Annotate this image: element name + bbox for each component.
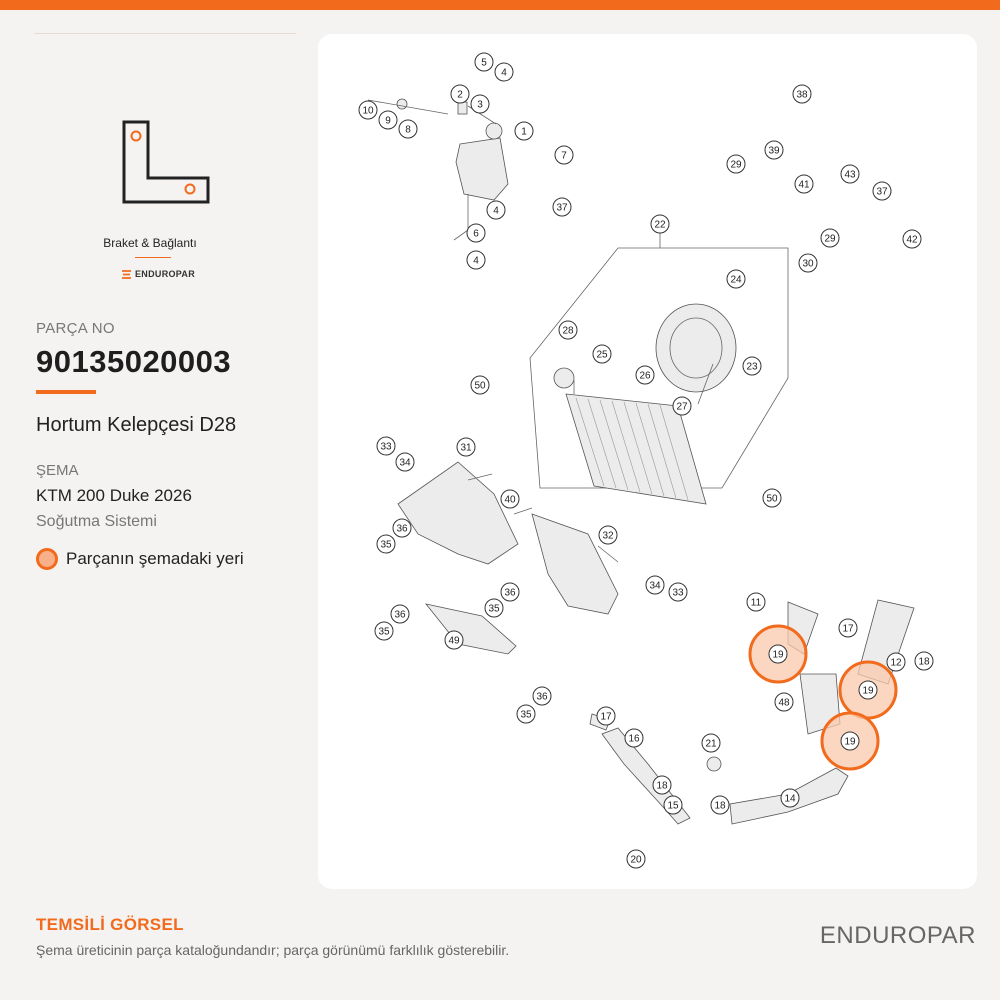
brand-mini-text: ENDUROPAR bbox=[135, 269, 196, 279]
svg-text:17: 17 bbox=[842, 623, 854, 635]
svg-text:33: 33 bbox=[380, 441, 392, 453]
svg-text:18: 18 bbox=[918, 656, 930, 668]
svg-text:4: 4 bbox=[501, 67, 507, 79]
svg-text:11: 11 bbox=[750, 597, 762, 609]
callout-21 bbox=[702, 734, 720, 752]
svg-text:12: 12 bbox=[890, 657, 902, 669]
schema-system: Soğutma Sistemi bbox=[36, 513, 157, 530]
callout-40 bbox=[501, 490, 519, 508]
svg-text:17: 17 bbox=[600, 711, 612, 723]
svg-text:1: 1 bbox=[521, 126, 527, 138]
callout-14 bbox=[781, 789, 799, 807]
svg-text:39: 39 bbox=[768, 145, 780, 157]
svg-text:19: 19 bbox=[844, 736, 856, 748]
svg-text:37: 37 bbox=[876, 186, 888, 198]
svg-text:22: 22 bbox=[654, 219, 666, 231]
highlight-callout-19[interactable] bbox=[840, 662, 896, 718]
callout-30 bbox=[799, 254, 817, 272]
callout-35 bbox=[377, 535, 395, 553]
callout-33 bbox=[377, 437, 395, 455]
svg-text:27: 27 bbox=[676, 401, 688, 413]
svg-text:40: 40 bbox=[504, 494, 516, 506]
schema-model: KTM 200 Duke 2026 bbox=[36, 486, 192, 505]
callout-43 bbox=[841, 165, 859, 183]
svg-text:35: 35 bbox=[378, 626, 390, 638]
callout-12 bbox=[887, 653, 905, 671]
callout-4 bbox=[487, 201, 505, 219]
category-underline bbox=[135, 257, 171, 258]
callout-17 bbox=[839, 619, 857, 637]
callout-35 bbox=[485, 599, 503, 617]
svg-text:35: 35 bbox=[520, 709, 532, 721]
svg-text:48: 48 bbox=[778, 697, 790, 709]
svg-text:3: 3 bbox=[477, 99, 483, 111]
callout-50 bbox=[763, 489, 781, 507]
callout-23 bbox=[743, 357, 761, 375]
callout-3 bbox=[471, 95, 489, 113]
bracket-category-icon bbox=[120, 118, 212, 206]
svg-text:18: 18 bbox=[656, 780, 668, 792]
svg-text:16: 16 bbox=[628, 733, 640, 745]
callout-29 bbox=[821, 229, 839, 247]
callout-17 bbox=[597, 707, 615, 725]
callout-36 bbox=[501, 583, 519, 601]
svg-text:19: 19 bbox=[862, 685, 874, 697]
svg-text:5: 5 bbox=[481, 57, 487, 69]
callout-39 bbox=[765, 141, 783, 159]
svg-text:36: 36 bbox=[396, 523, 408, 535]
svg-text:36: 36 bbox=[504, 587, 516, 599]
part-number: 90135020003 bbox=[36, 344, 232, 379]
callout-25 bbox=[593, 345, 611, 363]
brand-mini-logo bbox=[122, 268, 195, 280]
footer-note: Şema üreticinin parça kataloğundandır; parça görünümü farklılık gösterebilir. bbox=[36, 942, 510, 958]
callout-22 bbox=[651, 215, 669, 233]
callout-4 bbox=[495, 63, 513, 81]
callout-1 bbox=[515, 122, 533, 140]
part-number-underline bbox=[36, 390, 96, 394]
svg-text:35: 35 bbox=[380, 539, 392, 551]
legend-highlight-marker bbox=[36, 548, 58, 570]
svg-text:28: 28 bbox=[562, 325, 574, 337]
svg-text:37: 37 bbox=[556, 202, 568, 214]
svg-text:34: 34 bbox=[399, 457, 411, 469]
callout-8 bbox=[399, 120, 417, 138]
callout-18 bbox=[711, 796, 729, 814]
highlight-callout-19[interactable] bbox=[750, 626, 806, 682]
svg-text:31: 31 bbox=[460, 442, 472, 454]
callout-6 bbox=[467, 224, 485, 242]
callout-2 bbox=[451, 85, 469, 103]
callout-37 bbox=[873, 182, 891, 200]
footer-brand: ENDUROPAR bbox=[819, 922, 976, 949]
svg-text:23: 23 bbox=[746, 361, 758, 373]
svg-text:34: 34 bbox=[649, 580, 661, 592]
svg-text:35: 35 bbox=[488, 603, 500, 615]
svg-text:29: 29 bbox=[824, 233, 836, 245]
callout-42 bbox=[903, 230, 921, 248]
svg-text:30: 30 bbox=[802, 258, 814, 270]
part-name: Hortum Kelepçesi D28 bbox=[36, 414, 237, 436]
svg-text:20: 20 bbox=[630, 854, 642, 866]
svg-text:21: 21 bbox=[705, 738, 717, 750]
svg-text:26: 26 bbox=[639, 370, 651, 382]
part-number-label: PARÇA NO bbox=[36, 320, 115, 337]
svg-text:36: 36 bbox=[536, 691, 548, 703]
svg-text:9: 9 bbox=[385, 115, 391, 127]
svg-text:43: 43 bbox=[844, 169, 856, 181]
callout-29 bbox=[727, 155, 745, 173]
callout-15 bbox=[664, 796, 682, 814]
svg-text:42: 42 bbox=[906, 234, 918, 246]
callout-16 bbox=[625, 729, 643, 747]
callout-36 bbox=[533, 687, 551, 705]
callout-18 bbox=[653, 776, 671, 794]
svg-text:15: 15 bbox=[667, 800, 679, 812]
callout-4 bbox=[467, 251, 485, 269]
footer-title: TEMSİLİ GÖRSEL bbox=[36, 915, 184, 934]
callout-28 bbox=[559, 321, 577, 339]
callout-35 bbox=[375, 622, 393, 640]
callout-31 bbox=[457, 438, 475, 456]
svg-text:6: 6 bbox=[473, 228, 479, 240]
svg-text:33: 33 bbox=[672, 587, 684, 599]
schema-label: ŞEMA bbox=[36, 462, 79, 479]
callout-38 bbox=[793, 85, 811, 103]
callout-9 bbox=[379, 111, 397, 129]
location-legend bbox=[36, 548, 244, 570]
callout-41 bbox=[795, 175, 813, 193]
callout-34 bbox=[646, 576, 664, 594]
callout-36 bbox=[393, 519, 411, 537]
svg-text:50: 50 bbox=[474, 380, 486, 392]
svg-text:29: 29 bbox=[730, 159, 742, 171]
enduropar-logo-icon bbox=[122, 270, 131, 279]
svg-text:50: 50 bbox=[766, 493, 778, 505]
legend-text: Parçanın şemadaki yeri bbox=[66, 549, 244, 568]
svg-text:32: 32 bbox=[602, 530, 614, 542]
callout-35 bbox=[517, 705, 535, 723]
svg-text:8: 8 bbox=[405, 124, 411, 136]
callout-37 bbox=[553, 198, 571, 216]
svg-text:2: 2 bbox=[457, 89, 463, 101]
top-accent-bar bbox=[0, 0, 1000, 10]
svg-text:18: 18 bbox=[714, 800, 726, 812]
callout-27 bbox=[673, 397, 691, 415]
callout-18 bbox=[915, 652, 933, 670]
svg-text:36: 36 bbox=[394, 609, 406, 621]
callout-34 bbox=[396, 453, 414, 471]
svg-text:14: 14 bbox=[784, 793, 796, 805]
diagram-card bbox=[318, 34, 977, 889]
svg-text:25: 25 bbox=[596, 349, 608, 361]
exploded-parts-diagram[interactable] bbox=[318, 34, 977, 889]
callout-20 bbox=[627, 850, 645, 868]
callout-11 bbox=[747, 593, 765, 611]
callout-5 bbox=[475, 53, 493, 71]
highlight-callout-19[interactable] bbox=[822, 713, 878, 769]
svg-text:19: 19 bbox=[772, 649, 784, 661]
callout-10 bbox=[359, 101, 377, 119]
callout-36 bbox=[391, 605, 409, 623]
svg-text:7: 7 bbox=[561, 150, 567, 162]
svg-text:4: 4 bbox=[493, 205, 499, 217]
svg-text:38: 38 bbox=[796, 89, 808, 101]
svg-text:41: 41 bbox=[798, 179, 810, 191]
svg-text:4: 4 bbox=[473, 255, 479, 267]
svg-text:10: 10 bbox=[362, 105, 374, 117]
callout-50 bbox=[471, 376, 489, 394]
callout-26 bbox=[636, 366, 654, 384]
top-divider bbox=[34, 33, 296, 34]
callout-7 bbox=[555, 146, 573, 164]
callout-24 bbox=[727, 270, 745, 288]
category-label: Braket & Bağlantı bbox=[103, 236, 197, 250]
svg-text:49: 49 bbox=[448, 635, 460, 647]
callout-48 bbox=[775, 693, 793, 711]
callout-32 bbox=[599, 526, 617, 544]
callout-33 bbox=[669, 583, 687, 601]
svg-text:24: 24 bbox=[730, 274, 742, 286]
callout-49 bbox=[445, 631, 463, 649]
